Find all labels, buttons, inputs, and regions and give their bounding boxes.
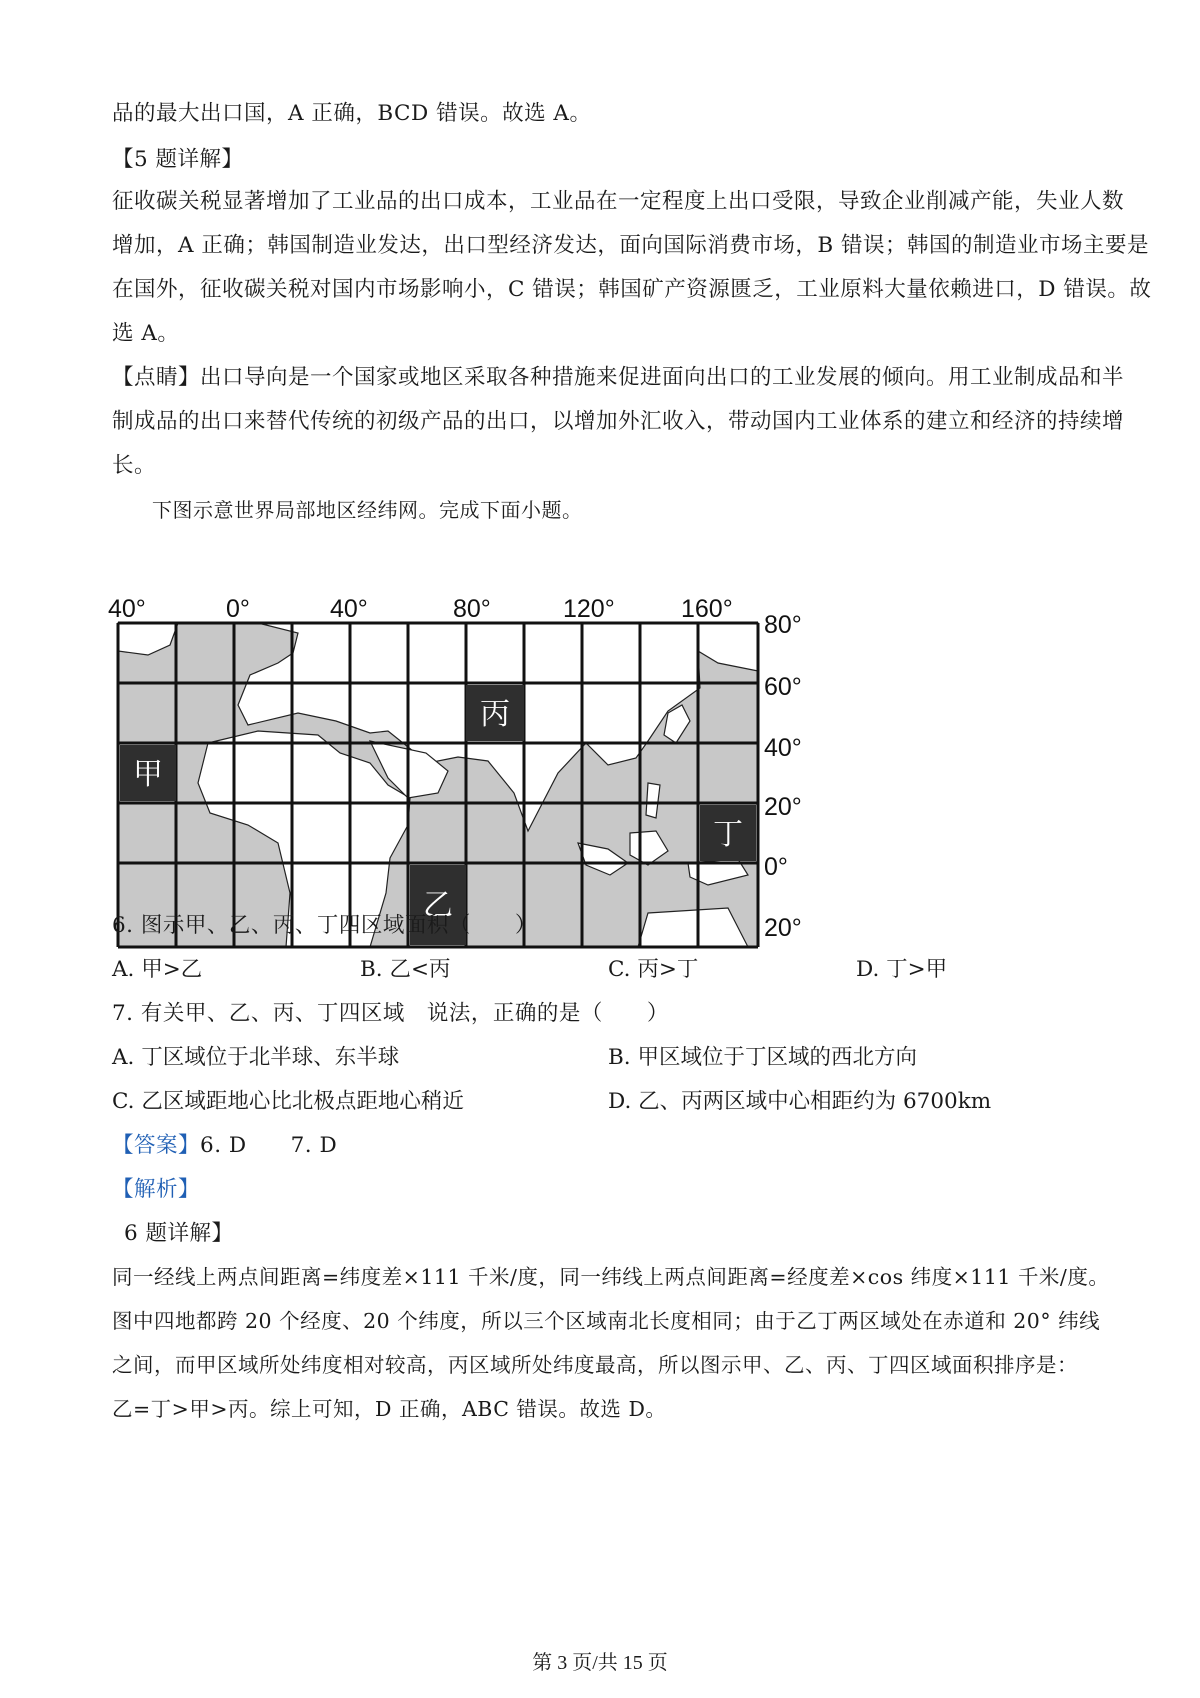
map-intro: 下图示意世界局部地区经纬网。完成下面小题。: [152, 498, 583, 522]
region-ding-label: 丁: [713, 817, 743, 852]
paragraph-line: 同一经线上两点间距离=纬度差×111 千米/度，同一纬线上两点间距离=经度差×cos 纬度×111 千米/度。: [112, 1265, 1110, 1289]
q6-option-a: A. 甲>乙: [112, 957, 203, 982]
region-jia-label: 甲: [133, 757, 163, 792]
paragraph-line: 征收碳关税显著增加了工业品的出口成本，工业品在一定程度上出口受限，导致企业削减产能，失业人数: [112, 189, 1125, 214]
lon-label: 40°: [108, 595, 146, 623]
q6-option-b: B. 乙<丙: [360, 957, 451, 982]
answer-label: 【答案】: [112, 1133, 201, 1158]
lat-label: 40°: [764, 734, 802, 762]
paragraph-line: 在国外，征收碳关税对国内市场影响小，C 错误；韩国矿产资源匮乏，工业原料大量依赖进口，D 错误。故: [112, 277, 1152, 302]
lon-label: 40°: [330, 595, 368, 623]
answer-line: [112, 1128, 337, 1159]
lat-label: 20°: [764, 793, 802, 821]
lat-label: 20°: [764, 914, 802, 942]
q6-option-c: C. 丙>丁: [608, 957, 699, 982]
paragraph-line: 图中四地都跨 20 个经度、20 个纬度，所以三个区域南北长度相同；由于乙丁两区域处在赤道和 20° 纬线: [112, 1309, 1101, 1333]
lon-label: 160°: [681, 595, 733, 623]
section-heading-6: 6 题详解】: [124, 1221, 234, 1246]
q7-option-c: C. 乙区域距地心比北极点距地心稍近: [112, 1089, 464, 1114]
note-line: 【点睛】出口导向是一个国家或地区采取各种措施来促进面向出口的工业发展的倾向。用工业制成品和半: [112, 365, 1125, 390]
lat-label: 0°: [764, 853, 788, 881]
question-6-stem: 6. 图示甲、乙、丙、丁四区域面积（ ）: [112, 913, 537, 938]
analysis-label: 【解析】: [112, 1177, 201, 1202]
lon-label: 0°: [226, 595, 250, 623]
q6-option-d: D. 丁>甲: [856, 957, 948, 982]
paragraph-line: 品的最大出口国，A 正确，BCD 错误。故选 A。: [112, 101, 592, 126]
note-line: 制成品的出口来替代传统的初级产品的出口，以增加外汇收入，带动国内工业体系的建立和经济的持续增: [112, 409, 1125, 434]
region-yi-label: 乙: [423, 888, 453, 923]
region-bing-label: 丙: [480, 697, 510, 732]
answer-text: 6. D 7. D: [200, 1133, 338, 1158]
lat-label: 60°: [764, 673, 802, 701]
q7-option-a: A. 丁区域位于北半球、东半球: [112, 1045, 400, 1070]
paragraph-line: 选 A。: [112, 321, 180, 346]
paragraph-line: 增加，A 正确；韩国制造业发达，出口型经济发达，面向国际消费市场，B 错误；韩国的制造业市场主要是: [112, 233, 1149, 258]
paragraph-line: 之间，而甲区域所处纬度相对较高，丙区域所处纬度最高，所以图示甲、乙、丙、丁四区域面积排序是：: [112, 1353, 1078, 1377]
page-footer: 第 3 页/共 15 页: [532, 1652, 668, 1674]
lat-label: 80°: [764, 611, 802, 639]
question-7-stem: 7. 有关甲、乙、丙、丁四区域 说法，正确的是（ ）: [112, 1001, 669, 1026]
q7-option-d: D. 乙、丙两区域中心相距约为 6700km: [608, 1089, 992, 1114]
graticule-map: [108, 593, 898, 953]
lon-label: 120°: [563, 595, 615, 623]
lon-label: 80°: [453, 595, 491, 623]
australia-landmass: [638, 908, 748, 947]
note-line: 长。: [112, 453, 157, 478]
section-heading-5: 【5 题详解】: [112, 147, 244, 172]
paragraph-line: 乙=丁>甲>丙。综上可知，D 正确，ABC 错误。故选 D。: [112, 1397, 667, 1421]
q7-option-b: B. 甲区域位于丁区域的西北方向: [608, 1045, 917, 1070]
